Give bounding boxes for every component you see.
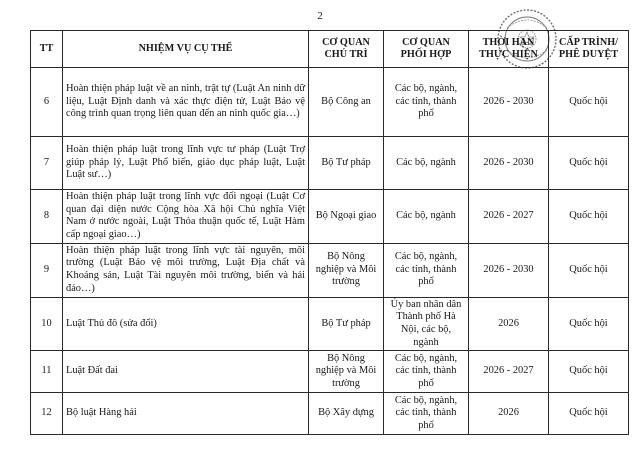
row-deadline: 2026 (469, 393, 549, 435)
row-lead-agency: Bộ Tư pháp (309, 137, 384, 190)
row-tt: 8 (31, 190, 63, 244)
row-approval-level: Quốc hội (549, 68, 629, 137)
header-tt: TT (31, 31, 63, 68)
row-tt: 10 (31, 297, 63, 351)
row-task: Luật Đất đai (63, 351, 309, 393)
row-lead-agency: Bộ Nông nghiệp và Môi trường (309, 351, 384, 393)
row-deadline: 2026 - 2030 (469, 243, 549, 297)
table-header-row (31, 31, 629, 68)
row-lead-agency: Bộ Xây dựng (309, 393, 384, 435)
table-row (31, 297, 629, 351)
row-tt: 7 (31, 137, 63, 190)
header-lead-agency: CƠ QUAN CHỦ TRÌ (309, 31, 384, 68)
row-lead-agency: Bộ Tư pháp (309, 297, 384, 351)
row-approval-level: Quốc hội (549, 243, 629, 297)
row-deadline: 2026 - 2030 (469, 137, 549, 190)
row-tt: 12 (31, 393, 63, 435)
table-row (31, 190, 629, 244)
row-tt: 11 (31, 351, 63, 393)
row-task: Luật Thủ đô (sửa đổi) (63, 297, 309, 351)
row-deadline: 2026 (469, 297, 549, 351)
row-task: Hoàn thiện pháp luật về an ninh, trật tự (Luật An ninh dữ liệu, Luật Định danh và xác thực điện tử, Luật Bảo vệ công trình quan trọng liên quan đến an ninh quốc gia…) (63, 68, 309, 137)
header-task: NHIỆM VỤ CỤ THỂ (63, 31, 309, 68)
row-coordinating-agency: Ủy ban nhân dân Thành phố Hà Nội, các bộ, ngành (384, 297, 469, 351)
row-coordinating-agency: Các bộ, ngành (384, 190, 469, 244)
row-coordinating-agency: Các bộ, ngành, các tỉnh, thành phố (384, 351, 469, 393)
header-coordinating-agency: CƠ QUAN PHỐI HỢP (384, 31, 469, 68)
row-tt: 9 (31, 243, 63, 297)
row-deadline: 2026 - 2027 (469, 190, 549, 244)
row-lead-agency: Bộ Công an (309, 68, 384, 137)
row-coordinating-agency: Các bộ, ngành (384, 137, 469, 190)
row-coordinating-agency: Các bộ, ngành, các tỉnh, thành phố (384, 68, 469, 137)
row-task: Hoàn thiện pháp luật trong lĩnh vực tài nguyên, môi trường (Luật Bảo vệ môi trường, Luật Địa chất và Khoáng sản, Luật Tài nguyên môi trường, biển và hải đảo…) (63, 243, 309, 297)
table-row (31, 351, 629, 393)
table-row (31, 68, 629, 137)
row-approval-level: Quốc hội (549, 190, 629, 244)
task-table (30, 30, 629, 435)
row-coordinating-agency: Các bộ, ngành, các tỉnh, thành phố (384, 243, 469, 297)
row-tt: 6 (31, 68, 63, 137)
page-number: 2 (317, 10, 323, 22)
row-deadline: 2026 - 2030 (469, 68, 549, 137)
row-approval-level: Quốc hội (549, 351, 629, 393)
header-deadline: THỜI HẠN THỰC HIỆN (469, 31, 549, 68)
row-lead-agency: Bộ Nông nghiệp và Môi trường (309, 243, 384, 297)
row-task: Hoàn thiện pháp luật trong lĩnh vực tư pháp (Luật Trợ giúp pháp lý, Luật Phổ biến, giáo dục pháp luật, Luật Luật sư…) (63, 137, 309, 190)
row-task: Bộ luật Hàng hải (63, 393, 309, 435)
table-row (31, 137, 629, 190)
row-lead-agency: Bộ Ngoại giao (309, 190, 384, 244)
row-deadline: 2026 - 2027 (469, 351, 549, 393)
row-approval-level: Quốc hội (549, 393, 629, 435)
table-row (31, 243, 629, 297)
header-approval-level: CẤP TRÌNH/ PHÊ DUYỆT (549, 31, 629, 68)
row-coordinating-agency: Các bộ, ngành, các tỉnh, thành phố (384, 393, 469, 435)
table-row (31, 393, 629, 435)
row-approval-level: Quốc hội (549, 297, 629, 351)
row-task: Hoàn thiện pháp luật trong lĩnh vực đối ngoại (Luật Cơ quan đại diện nước Cộng hòa Xã hội Chủ nghĩa Việt Nam ở nước ngoài, Luật Thỏa thuận quốc tế, Luật Hàm cấp ngoại giao…) (63, 190, 309, 244)
row-approval-level: Quốc hội (549, 137, 629, 190)
